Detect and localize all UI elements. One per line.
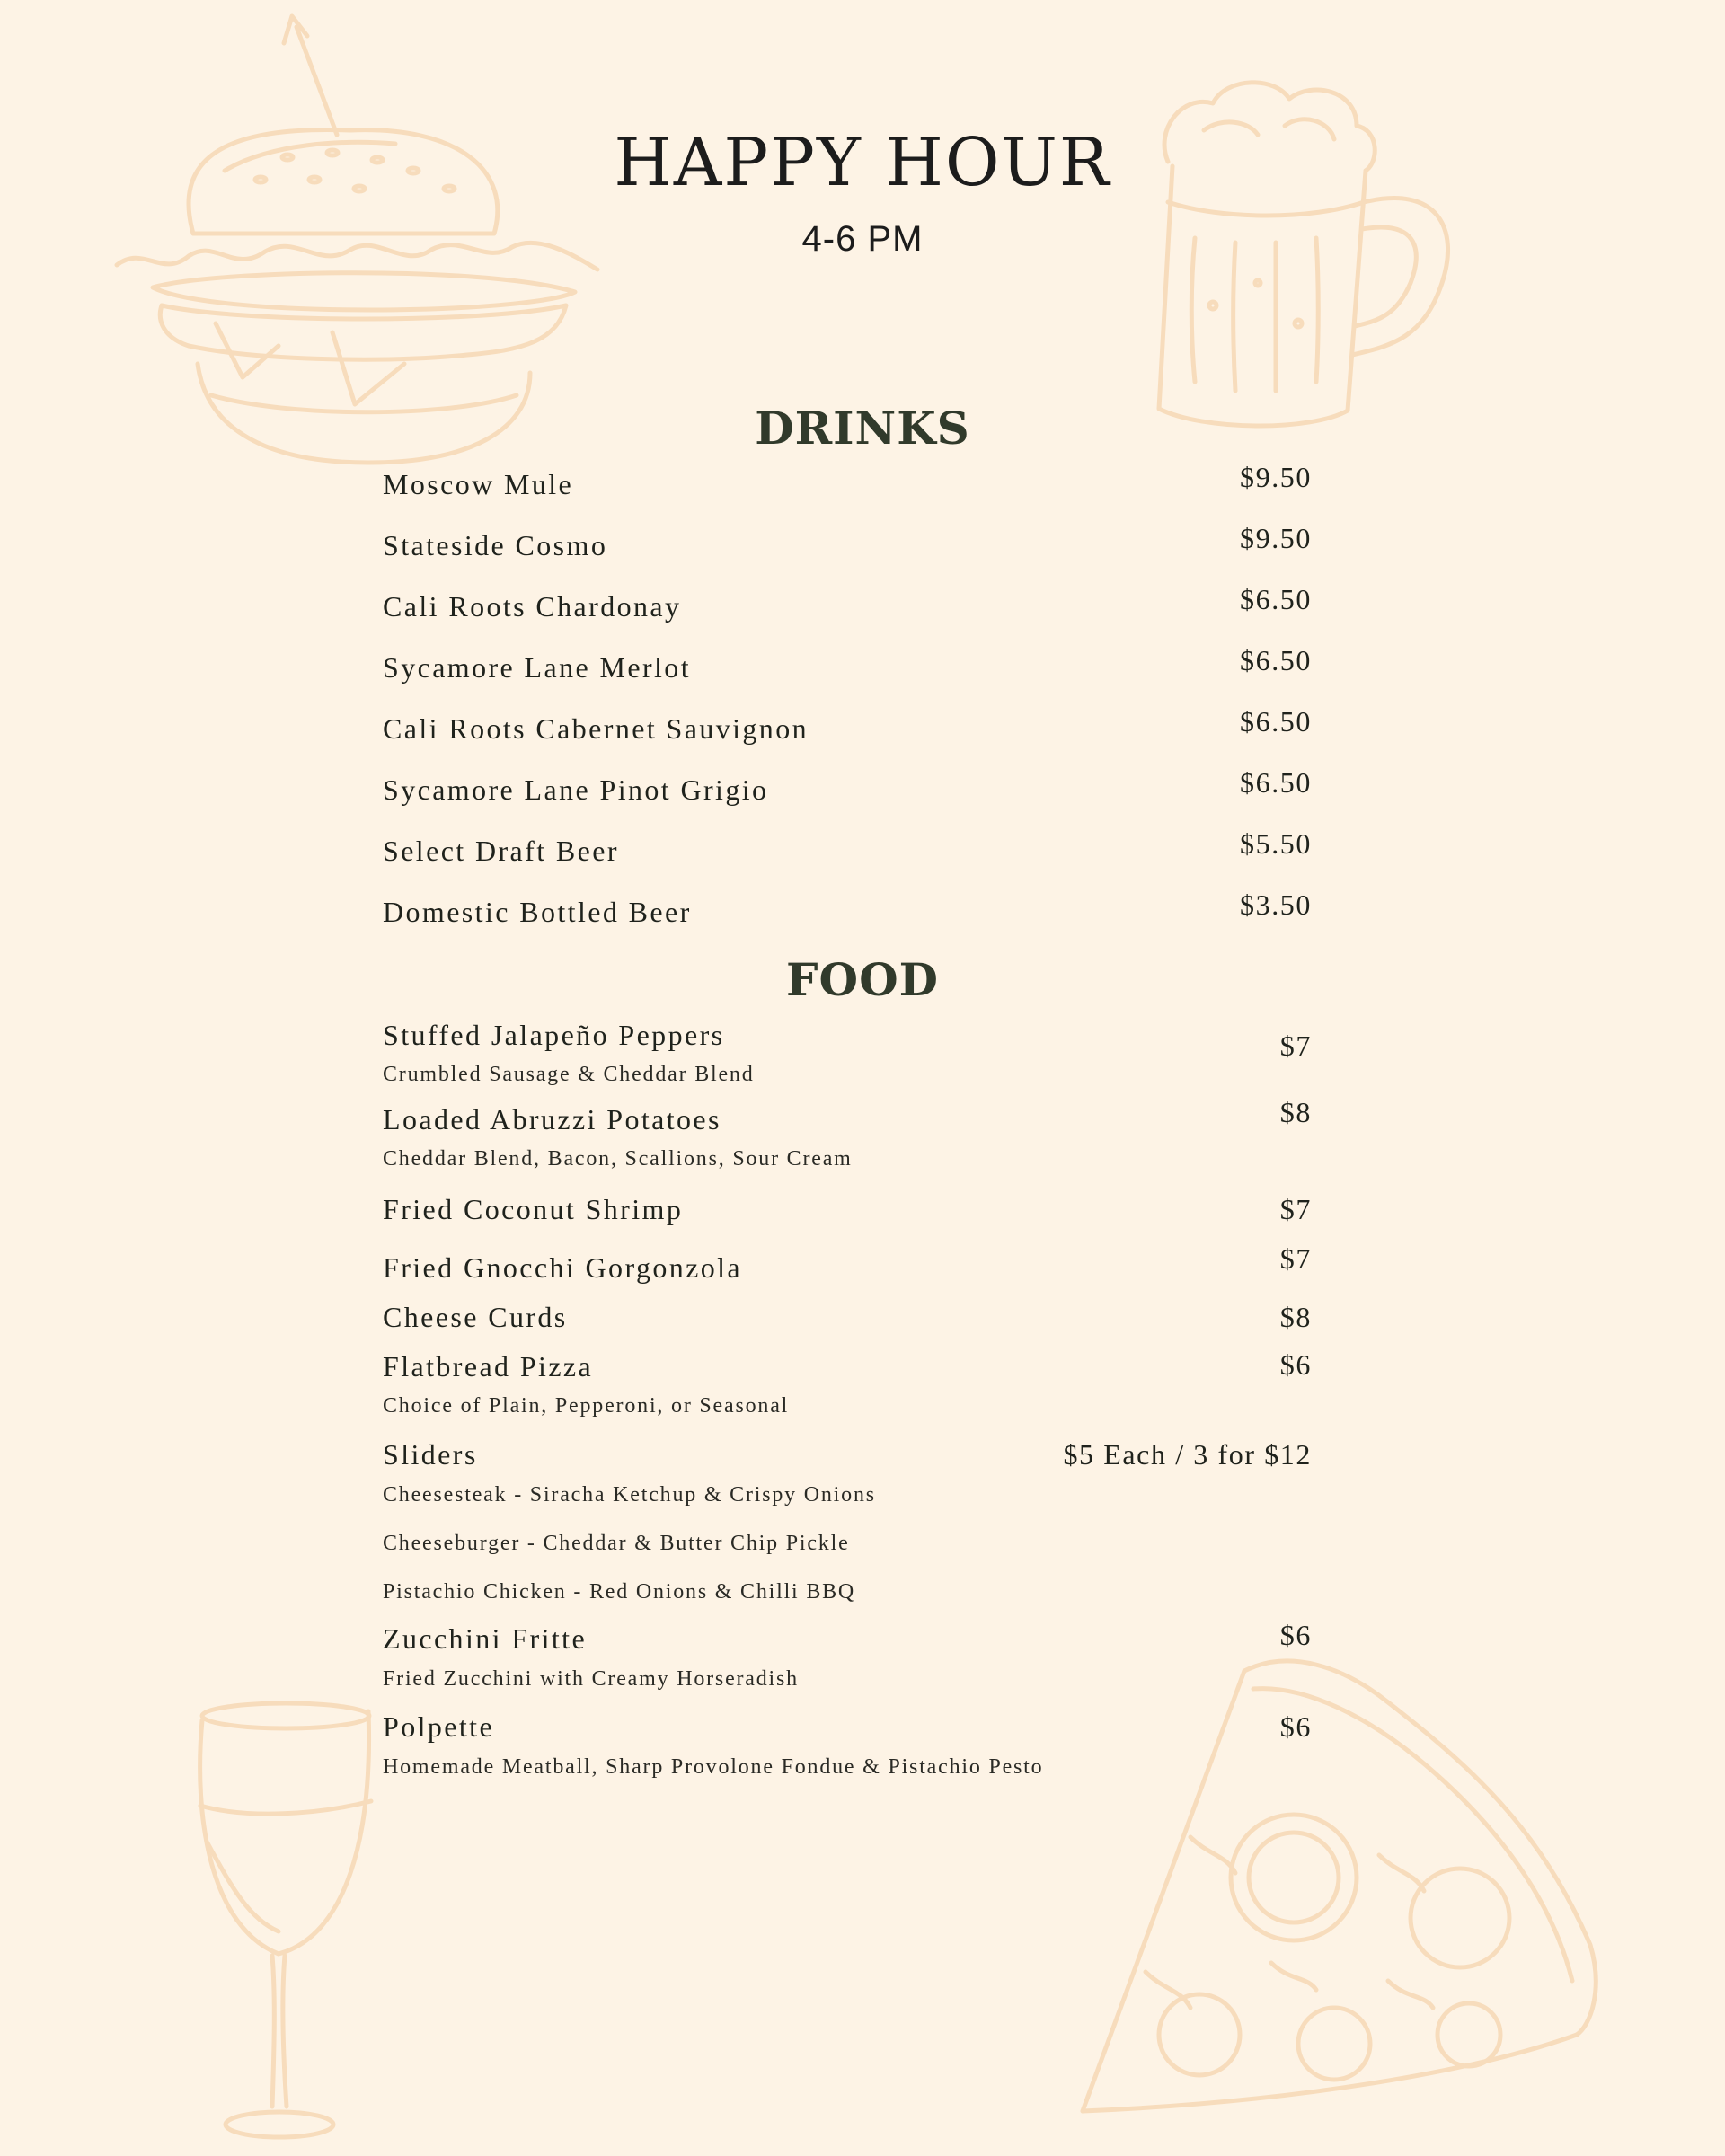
item-price: $7 xyxy=(1279,1029,1312,1062)
item-description: Cheesesteak - Siracha Ketchup & Crispy Onions xyxy=(383,1483,876,1507)
happy-hour-times: 4-6 PM xyxy=(801,219,924,259)
menu-item xyxy=(383,1242,1312,1302)
item-name: Select Draft Beer xyxy=(383,835,619,867)
menu-title: HAPPY HOUR xyxy=(614,124,1111,201)
item-price: $6 xyxy=(1279,1710,1312,1743)
menu-item xyxy=(383,827,1312,885)
item-price: $6.50 xyxy=(1240,644,1312,676)
menu-item xyxy=(383,1619,1312,1691)
item-name: Cali Roots Chardonay xyxy=(383,590,682,623)
item-price: $6.50 xyxy=(1240,583,1312,615)
item-name: Cali Roots Cabernet Sauvignon xyxy=(383,712,809,745)
item-name: Zucchini Fritte xyxy=(383,1622,588,1655)
item-name: Polpette xyxy=(383,1710,495,1743)
item-name: Stateside Cosmo xyxy=(383,529,608,561)
item-name: Stuffed Jalapeño Peppers xyxy=(383,1019,725,1051)
item-name: Flatbread Pizza xyxy=(383,1350,594,1383)
menu-item xyxy=(383,1348,1312,1418)
item-price: $6.50 xyxy=(1240,766,1312,799)
menu-item xyxy=(383,461,1312,518)
menu-item xyxy=(383,888,1312,946)
item-name: Loaded Abruzzi Potatoes xyxy=(383,1103,721,1135)
item-name: Sycamore Lane Pinot Grigio xyxy=(383,773,769,806)
item-price: $6 xyxy=(1279,1348,1312,1381)
item-description: Homemade Meatball, Sharp Provolone Fondue & Pistachio Pesto xyxy=(383,1755,1044,1779)
item-name: Cheese Curds xyxy=(383,1301,568,1333)
item-name: Fried Coconut Shrimp xyxy=(383,1193,684,1225)
item-name: Domestic Bottled Beer xyxy=(383,896,692,928)
menu-item xyxy=(383,1438,1312,1604)
item-price: $6 xyxy=(1279,1619,1312,1651)
item-price: $9.50 xyxy=(1240,461,1312,493)
item-price: $5 Each / 3 for $12 xyxy=(1063,1438,1312,1471)
menu-item xyxy=(383,766,1312,824)
item-name: Sycamore Lane Merlot xyxy=(383,651,691,684)
item-price: $5.50 xyxy=(1240,827,1312,860)
menu-item xyxy=(383,522,1312,579)
item-name: Moscow Mule xyxy=(383,468,574,500)
item-price: $7 xyxy=(1279,1193,1312,1225)
menu-item xyxy=(383,644,1312,702)
item-name: Fried Gnocchi Gorgonzola xyxy=(383,1251,743,1284)
item-price: $8 xyxy=(1279,1301,1312,1333)
menu-item xyxy=(383,705,1312,763)
item-description: Cheeseburger - Cheddar & Butter Chip Pickle xyxy=(383,1532,850,1555)
menu-item xyxy=(383,1096,1312,1171)
item-description: Choice of Plain, Pepperoni, or Seasonal xyxy=(383,1394,790,1418)
item-price: $9.50 xyxy=(1240,522,1312,554)
wine-glass-illustration xyxy=(193,1693,386,2147)
item-name: Sliders xyxy=(383,1438,478,1471)
item-description: Cheddar Blend, Bacon, Scallions, Sour Cream xyxy=(383,1147,853,1171)
menu-item xyxy=(383,583,1312,641)
menu-item xyxy=(383,1019,1312,1086)
item-price: $3.50 xyxy=(1240,888,1312,921)
menu-item xyxy=(383,1301,1312,1351)
item-price: $7 xyxy=(1279,1242,1312,1275)
item-price: $6.50 xyxy=(1240,705,1312,738)
menu-item xyxy=(383,1193,1312,1243)
item-description: Crumbled Sausage & Cheddar Blend xyxy=(383,1063,755,1086)
item-description: Fried Zucchini with Creamy Horseradish xyxy=(383,1667,799,1691)
item-price: $8 xyxy=(1279,1096,1312,1128)
food-heading: FOOD xyxy=(786,953,939,1006)
menu-item xyxy=(383,1710,1312,1779)
drinks-heading: DRINKS xyxy=(755,402,970,455)
item-description: Pistachio Chicken - Red Onions & Chilli BBQ xyxy=(383,1580,856,1604)
